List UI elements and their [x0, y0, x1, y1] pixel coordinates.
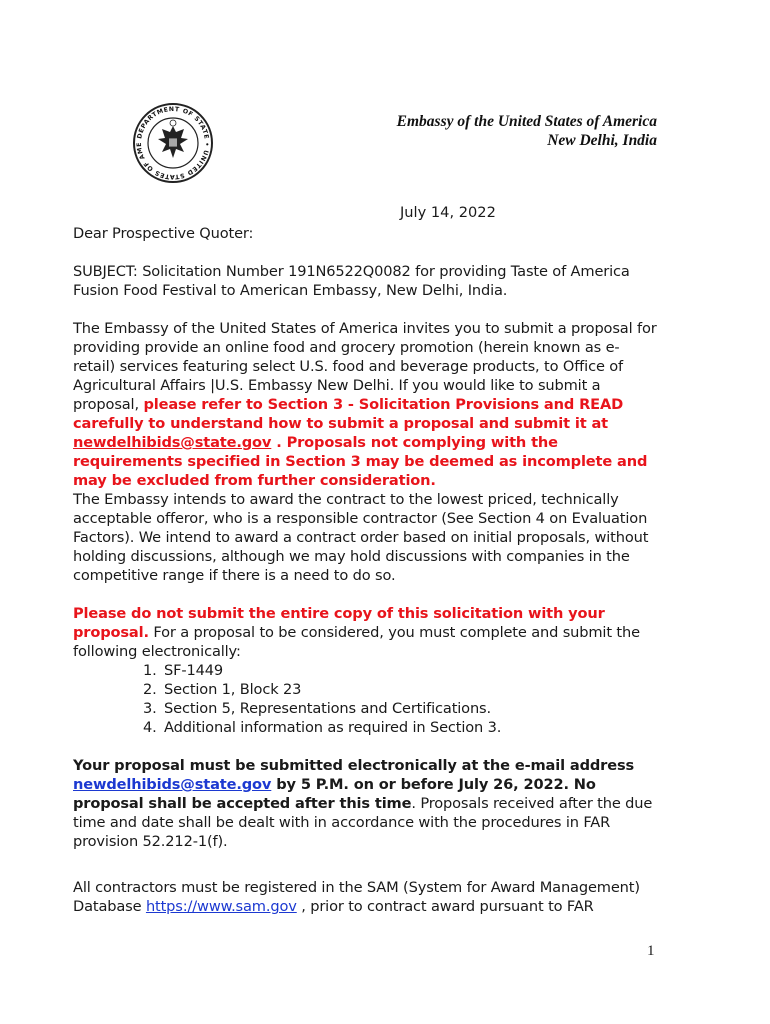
requirements-list	[73, 661, 659, 737]
submission-instructions: For a proposal to be considered, you must complete and submit the following electronically:	[73, 624, 640, 660]
sam-text: All contractors must be registered in the SAM (System for Award Management) Database	[73, 879, 640, 915]
do-not-submit-warning: Please do not submit the entire copy of this solicitation with your proposal.	[73, 605, 605, 641]
salutation: Dear Prospective Quoter:	[73, 225, 254, 242]
letter-date: July 14, 2022	[400, 204, 496, 221]
intro-paragraph	[73, 319, 659, 490]
submission-paragraph	[73, 604, 659, 737]
award-paragraph: The Embassy intends to award the contract to the lowest priced, technically acceptable offeror, who is a responsible contractor (See Section 4 on Evaluation Factors). We intend to award a contract order based on initial proposals, without holding discussions, although we may hold discussions with companies in the competitive range if there is a need to do so.	[73, 491, 649, 584]
list-item: 1. SF-1449	[143, 662, 224, 679]
embassy-location: New Delhi, India	[547, 132, 657, 149]
page-number: 1	[647, 943, 655, 959]
late-proposals-text: . Proposals received after the due time and date shall be dealt with in accordance with the procedures in FAR provision 52.212-1(f).	[73, 795, 653, 850]
noncompliance-warning: . Proposals not complying with the requirements specified in Section 3 may be deemed as incomplete and may be excluded from further consideration.	[73, 434, 648, 489]
deadline-paragraph	[73, 756, 659, 851]
eagle-seal-icon	[132, 102, 214, 184]
list-item: 2. Section 1, Block 23	[143, 681, 302, 698]
intro-text: The Embassy of the United States of America invites you to submit a proposal for providing provide an online food and grocery promotion (herein known as e-retail) services featuring select U.S. food and beverage products, to Office of Agricultural Affairs |U.S. Embassy New Delhi. If you would like to submit a proposal,	[73, 320, 657, 413]
sam-registration-paragraph	[73, 878, 659, 916]
sam-text-end: , prior to contract award pursuant to FAR	[296, 898, 594, 915]
department-of-state-seal	[132, 102, 214, 184]
subject-line: SUBJECT: Solicitation Number 191N6522Q0082 for providing Taste of America Fusion Food Festival to American Embassy, New Delhi, India.	[73, 263, 630, 299]
list-item: 3. Section 5, Representations and Certifications.	[143, 700, 491, 717]
bids-email-link[interactable]: newdelhibids@state.gov	[73, 434, 272, 451]
sam-gov-link[interactable]: https://www.sam.gov	[145, 898, 297, 915]
embassy-heading	[397, 112, 657, 150]
deadline-text: by 5 P.M. on or before July 26, 2022. No proposal shall be accepted after this time	[73, 776, 596, 812]
svg-text:DEPARTMENT OF STATE • UNITED S: DEPARTMENT OF STATE • UNITED STATES OF AME	[135, 105, 211, 181]
deadline-email-link[interactable]: newdelhibids@state.gov	[73, 776, 272, 793]
section3-instruction: please refer to Section 3 - Solicitation Provisions and READ carefully to understand how to submit a proposal and submit it at	[73, 396, 624, 432]
deadline-heading: Your proposal must be submitted electronically at the e-mail address	[73, 757, 635, 774]
list-item: 4. Additional information as required in Section 3.	[143, 719, 502, 736]
embassy-name: Embassy of the United States of America	[396, 113, 657, 130]
